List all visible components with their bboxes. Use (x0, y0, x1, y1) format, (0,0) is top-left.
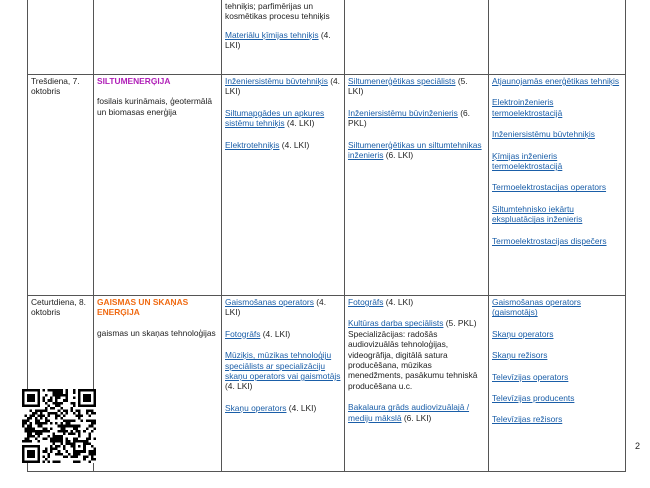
job-entry (492, 204, 622, 225)
job-entry (492, 350, 622, 360)
profession-link[interactable]: Kultūras darba speciālists (348, 318, 444, 329)
schedule-table (27, 0, 626, 472)
table-row (28, 0, 626, 75)
job-entry (492, 393, 622, 403)
category-cell (94, 296, 222, 472)
job-entry (492, 236, 622, 246)
qualification-level: (4. LKI) (225, 381, 253, 392)
profession-link[interactable]: Siltumenerģētikas speciālists (348, 76, 456, 86)
profession-link[interactable]: Mūziķis, mūzikas tehnoloģiju speciālists ar specializāciju skaņu operators vai gaismotājs (225, 350, 341, 382)
category-cell (94, 75, 222, 296)
job-entry (492, 297, 622, 318)
profession-link[interactable]: Inženiersistēmu būvtehniķis (492, 129, 595, 140)
level4-entry (225, 350, 341, 392)
level4-professions-cell (222, 0, 345, 75)
level4-entry (225, 76, 341, 97)
qualification-level: (5. PKL) Specializācijas: radošās audiovizuālās tehnoloģijas, videogrāfija, digitālā satura producēšana, mūzikas menedžments, pasākumu tehniskā producēšana u.c. (348, 318, 478, 391)
job-titles-cell (489, 296, 626, 472)
day-label: Trešdiena, 7. oktobris (31, 76, 80, 97)
qualification-level: (4. LKI) (385, 297, 414, 307)
qualification-level: (4. LKI) (225, 29, 331, 51)
job-titles-cell (489, 0, 626, 75)
qualification-level: (6. LKI) (385, 150, 414, 161)
profession-link[interactable]: Skaņu režisors (492, 350, 548, 361)
profession-link[interactable]: Termoelektrostacijas operators (492, 182, 607, 193)
higher-entry (348, 76, 485, 97)
profession-link[interactable]: Gaismošanas operators (gaismotājs) (492, 297, 581, 318)
higher-entry (348, 318, 485, 391)
profession-link[interactable]: Inženiersistēmu būvtehniķis (225, 76, 328, 86)
profession-link[interactable]: Atjaunojamās enerģētikas tehniķis (492, 76, 620, 86)
job-entry (492, 414, 622, 424)
profession-link[interactable]: Elektroinženieris termoelektrostacijā (492, 97, 563, 118)
higher-entry (348, 140, 485, 161)
profession-link[interactable]: Siltumapgādes un apkures sistēmu tehniķis (225, 107, 325, 129)
page-number: 2 (635, 441, 641, 451)
qr-code-icon (22, 389, 96, 463)
job-entry (492, 372, 622, 382)
profession-link[interactable]: Termoelektrostacijas dispečers (492, 235, 607, 246)
higher-entry (348, 108, 485, 129)
job-entry (492, 182, 622, 192)
category-description: fosilais kurināmais, ģeotermālā un biomasas enerģija (97, 96, 212, 117)
qualification-level: (4. LKI) (288, 402, 317, 413)
higher-professions-cell (345, 296, 489, 472)
profession-link[interactable]: Skaņu operators (492, 328, 554, 339)
qualification-level: (6. LKI) (403, 412, 432, 423)
profession-link[interactable]: Elektrotehniķis (225, 139, 280, 150)
table-row (28, 296, 626, 472)
higher-professions-cell (345, 0, 489, 75)
level4-entry (225, 1, 341, 22)
job-entry (492, 129, 622, 139)
profession-link[interactable]: Televīzijas operators (492, 371, 569, 382)
level4-entry (225, 329, 341, 339)
level4-professions-cell (222, 75, 345, 296)
level4-entry (225, 403, 341, 413)
category-title: SILTUMENERĢIJA (97, 76, 171, 86)
text-fragment: tehniķis; parfimērijas un kosmētikas procesu tehniķis (225, 1, 330, 22)
higher-professions-cell (345, 75, 489, 296)
table-row (28, 75, 626, 296)
category-title: GAISMAS UN SKAŅAS ENERĢIJA (97, 297, 189, 318)
job-entry (492, 151, 622, 172)
profession-link[interactable]: Materiālu ķīmijas tehniķis (225, 29, 319, 40)
level4-entry (225, 297, 341, 318)
qualification-level: (6. PKL) (348, 107, 470, 129)
category-cell (94, 0, 222, 75)
job-entry (492, 329, 622, 339)
qualification-level: (4. LKI) (225, 297, 327, 318)
level4-entry (225, 108, 341, 129)
profession-link[interactable]: Siltumenerģētikas un siltumtehnikas inženieris (348, 139, 482, 161)
category-description: gaismas un skaņas tehnoloģijas (97, 327, 216, 338)
higher-entry (348, 402, 485, 423)
qualification-level: (4. LKI) (286, 118, 315, 129)
qualification-level: (4. LKI) (262, 328, 291, 339)
profession-link[interactable]: Bakalaura grāds audiovizuālajā / mediju mākslā (348, 402, 470, 423)
profession-link[interactable]: Fotogrāfs (348, 297, 384, 307)
profession-link[interactable]: Gaismošanas operators (225, 297, 314, 307)
job-titles-cell (489, 75, 626, 296)
profession-link[interactable]: Siltumtehnisko iekārtu ekspluatācijas inženieris (492, 203, 583, 225)
qualification-level: (5. LKI) (348, 76, 468, 97)
day-cell (28, 0, 94, 75)
qualification-level: (4. LKI) (281, 139, 310, 150)
profession-link[interactable]: Ķīmijas inženieris termoelektrostacijā (492, 150, 563, 172)
profession-link[interactable]: Fotogrāfs (225, 328, 261, 339)
level4-professions-cell (222, 296, 345, 472)
job-entry (492, 76, 622, 86)
profession-link[interactable]: Televīzijas producents (492, 393, 575, 404)
day-cell (28, 75, 94, 296)
job-entry (492, 97, 622, 118)
day-label: Ceturtdiena, 8. oktobris (31, 297, 86, 318)
level4-entry (225, 30, 341, 51)
qualification-level: (4. LKI) (225, 76, 340, 97)
higher-entry (348, 297, 485, 307)
level4-entry (225, 140, 341, 150)
profession-link[interactable]: Televīzijas režisors (492, 414, 563, 425)
profession-link[interactable]: Inženiersistēmu būvinženieris (348, 107, 458, 118)
profession-link[interactable]: Skaņu operators (225, 402, 287, 413)
